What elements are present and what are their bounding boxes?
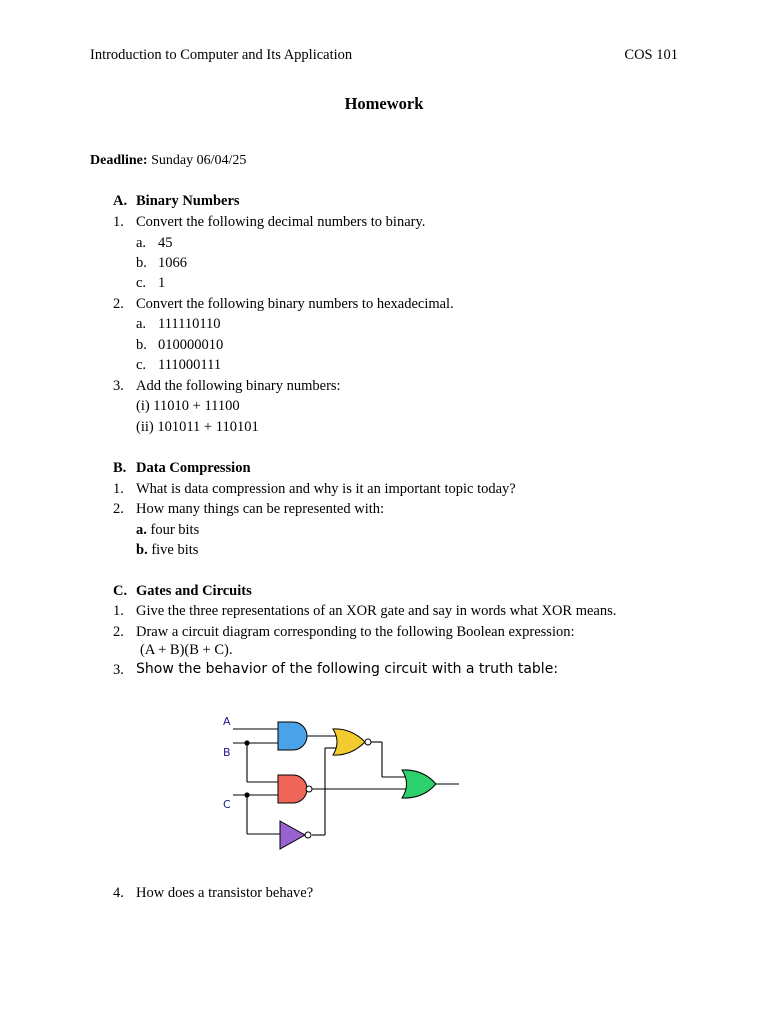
question-number: 4. — [113, 885, 124, 901]
item-text: 010000010 — [158, 337, 224, 353]
item-label: a. — [136, 522, 147, 538]
section-b-letter: B. — [113, 460, 127, 476]
item-label: a. — [136, 235, 147, 251]
question-text: Show the behavior of the following circuit with a truth table: — [136, 661, 559, 677]
item-text: 1066 — [158, 255, 187, 271]
input-label-a: A — [223, 715, 231, 728]
course-code: COS 101 — [624, 47, 678, 63]
page-title: Homework — [344, 94, 424, 113]
question-number: 2. — [113, 501, 124, 517]
section-b-title: Data Compression — [136, 460, 251, 476]
logic-circuit-diagram — [215, 708, 465, 858]
question-text: How many things can be represented with: — [136, 501, 385, 517]
section-c-letter: C. — [113, 583, 128, 599]
list-item — [136, 522, 199, 539]
not-bubble — [305, 832, 311, 838]
input-label-b: B — [223, 746, 231, 759]
question-text: Convert the following binary numbers to hexadecimal. — [136, 296, 454, 312]
deadline-label: Deadline: — [90, 153, 148, 168]
item-text: 1 — [158, 275, 166, 291]
question-line: (i) 11010 + 11100 — [136, 398, 240, 414]
question-text: Convert the following decimal numbers to binary. — [136, 214, 426, 230]
nand-gate — [278, 775, 307, 803]
nand-bubble — [306, 786, 312, 792]
item-text: four bits — [146, 522, 200, 538]
question-text: Give the three representations of an XOR gate and say in words what XOR means. — [136, 603, 617, 619]
question-text: Draw a circuit diagram corresponding to the following Boolean expression: — [136, 624, 575, 640]
question-number: 2. — [113, 624, 124, 640]
question-text: How does a transistor behave? — [136, 885, 314, 901]
input-label-c: C — [223, 798, 231, 811]
question-number: 1. — [113, 481, 124, 497]
question-number: 2. — [113, 296, 124, 312]
junction-dot — [244, 792, 249, 797]
item-label: c. — [136, 275, 147, 291]
not-gate — [280, 821, 305, 849]
boolean-expression: (A + B)(B + C). — [140, 642, 233, 658]
nor-bubble — [365, 739, 371, 745]
section-a-letter: A. — [113, 193, 128, 209]
and-gate — [278, 722, 307, 750]
item-label: b. — [136, 337, 147, 353]
item-text: 111110110 — [158, 316, 221, 332]
or-gate — [402, 770, 436, 798]
deadline — [90, 153, 246, 169]
question-number: 1. — [113, 603, 124, 619]
course-name: Introduction to Computer and Its Application — [90, 47, 353, 63]
item-text: five bits — [147, 542, 199, 558]
item-label: b. — [136, 255, 147, 271]
junction-dot — [244, 740, 249, 745]
question-text: What is data compression and why is it an important topic today? — [136, 481, 516, 497]
item-text: 45 — [158, 235, 173, 251]
item-label: a. — [136, 316, 147, 332]
question-number: 3. — [113, 662, 124, 678]
section-c-title: Gates and Circuits — [136, 583, 252, 599]
question-number: 3. — [113, 378, 124, 394]
item-label: b. — [136, 542, 148, 558]
list-item — [136, 542, 198, 559]
deadline-value: Sunday 06/04/25 — [147, 153, 247, 168]
item-label: c. — [136, 357, 147, 373]
item-text: 111000111 — [158, 357, 222, 373]
question-text: Add the following binary numbers: — [136, 378, 341, 394]
nor-gate — [333, 729, 365, 755]
question-number: 1. — [113, 214, 124, 230]
question-line: (ii) 101011 + 110101 — [136, 419, 259, 435]
section-a-title: Binary Numbers — [136, 193, 240, 209]
